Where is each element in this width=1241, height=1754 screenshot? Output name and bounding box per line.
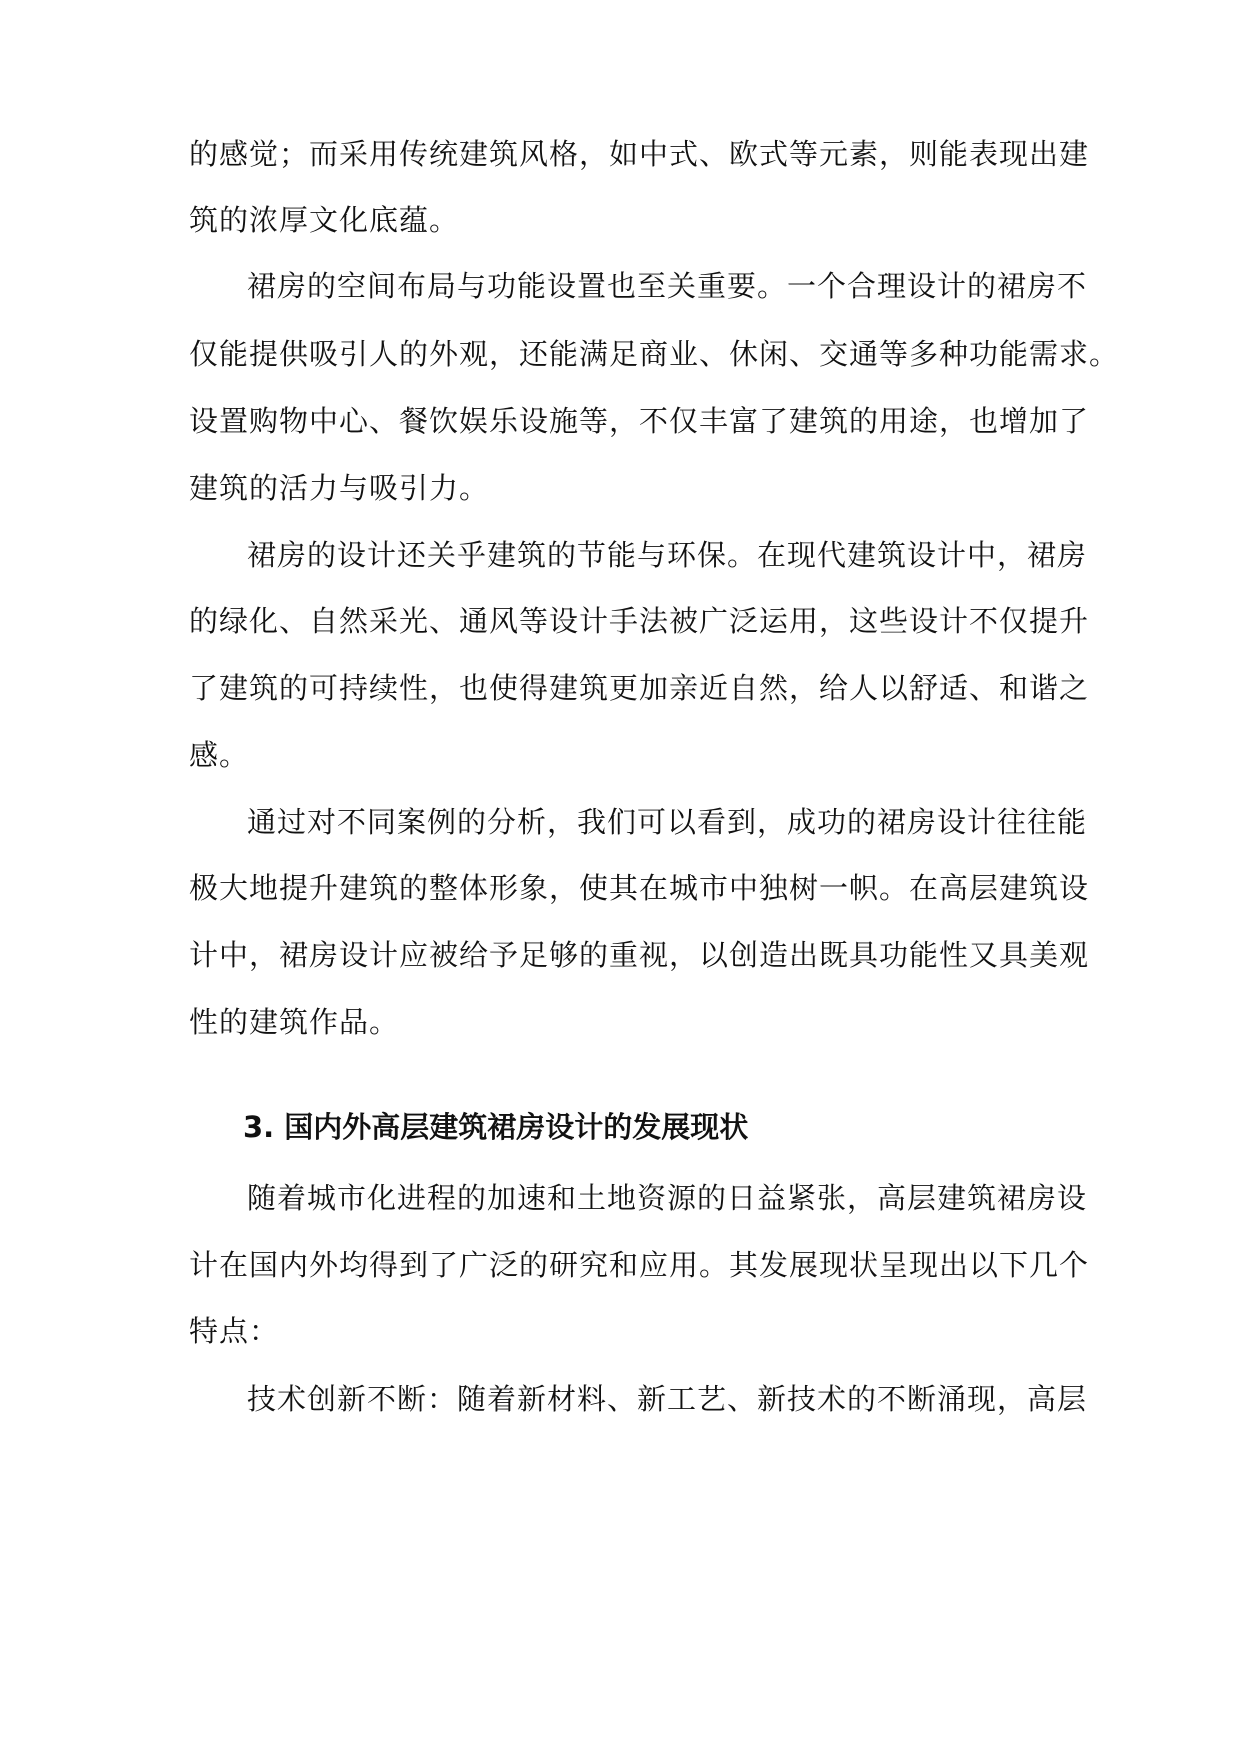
paragraph-4-line-3: 计中，裙房设计应被给予足够的重视，以创造出既具功能性又具美观 [189, 938, 1090, 972]
paragraph-3-line-3: 了建筑的可持续性，也使得建筑更加亲近自然，给人以舒适、和谐之 [189, 671, 1090, 705]
paragraph-2-line-1: 裙房的空间布局与功能设置也至关重要。一个合理设计的裙房不 [247, 269, 1088, 303]
paragraph-2-line-2: 仅能提供吸引人的外观，还能满足商业、休闲、交通等多种功能需求。 [189, 337, 1120, 371]
paragraph-1-line-2: 筑的浓厚文化底蕴。 [189, 203, 460, 237]
paragraph-5-line-2: 计在国内外均得到了广泛的研究和应用。其发展现状呈现出以下几个 [189, 1248, 1090, 1282]
paragraph-5-line-1: 随着城市化进程的加速和土地资源的日益紧张，高层建筑裙房设 [247, 1181, 1088, 1215]
paragraph-4-line-2: 极大地提升建筑的整体形象，使其在城市中独树一帜。在高层建筑设 [189, 871, 1090, 905]
paragraph-4-line-1: 通过对不同案例的分析，我们可以看到，成功的裙房设计往往能 [247, 805, 1088, 839]
paragraph-1-line-1: 的感觉；而采用传统建筑风格，如中式、欧式等元素，则能表现出建 [189, 137, 1090, 171]
paragraph-5-line-3: 特点： [189, 1314, 280, 1348]
paragraph-3-line-1: 裙房的设计还关乎建筑的节能与环保。在现代建筑设计中，裙房 [247, 538, 1088, 572]
paragraph-2-line-3: 设置购物中心、餐饮娱乐设施等，不仅丰富了建筑的用途，也增加了 [189, 404, 1090, 438]
section-heading: 3. 国内外高层建筑裙房设计的发展现状 [243, 1110, 749, 1144]
paragraph-4-line-4: 性的建筑作品。 [189, 1005, 400, 1039]
paragraph-3-line-4: 感。 [189, 738, 250, 772]
paragraph-3-line-2: 的绿化、自然采光、通风等设计手法被广泛运用，这些设计不仅提升 [189, 604, 1090, 638]
paragraph-2-line-4: 建筑的活力与吸引力。 [189, 471, 490, 505]
paragraph-6-line-1: 技术创新不断：随着新材料、新工艺、新技术的不断涌现，高层 [247, 1382, 1088, 1416]
